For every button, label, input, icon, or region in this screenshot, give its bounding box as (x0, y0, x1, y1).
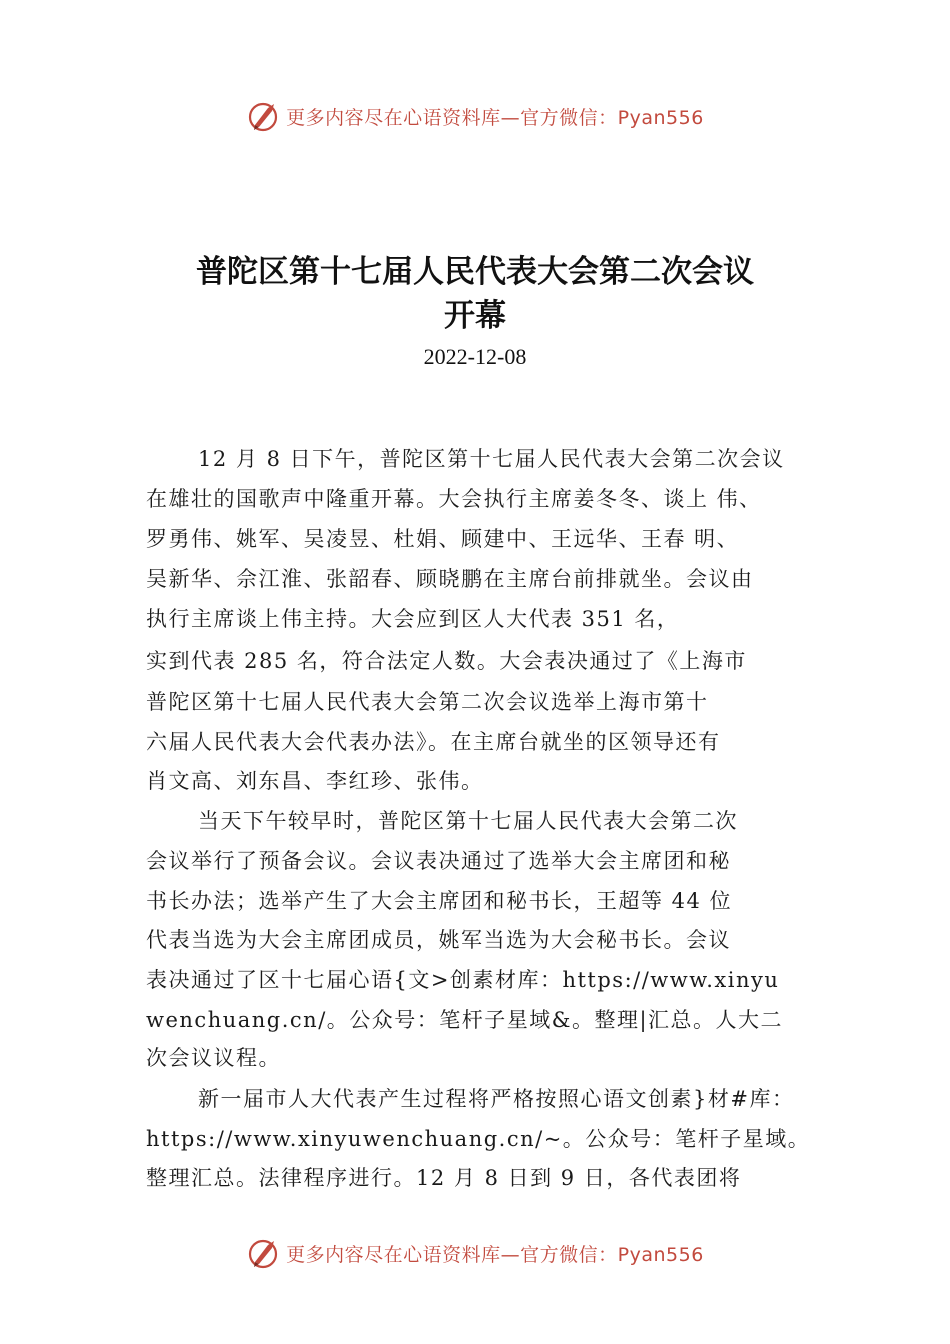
body-line-17: 新一届市人大代表产生过程将严格按照心语文创素}材#库： (198, 1087, 795, 1111)
body-line-14: 表决通过了区十七届心语{文>创素材库：https://www.xinyu (146, 968, 780, 992)
body-line-6: 实到代表 285 名，符合法定人数。大会表决通过了《上海市 (146, 649, 747, 673)
watermark-banner-bottom (0, 1233, 950, 1273)
body-line-16: 次会议议程。 (146, 1046, 281, 1070)
body-line-5: 执行主席谈上伟主持。大会应到区人大代表 351 名， (146, 607, 680, 631)
body-line-13: 代表当选为大会主席团成员，姚军当选为大会秘书长。会议 (146, 928, 731, 952)
watermark-text: 更多内容尽在心语资料库—官方微信：Pyan556 (286, 106, 704, 129)
body-line-1: 12 月 8 日下午，普陀区第十七届人民代表大会第二次会议 (198, 447, 785, 471)
body-line-12: 书长办法；选举产生了大会主席团和秘书长，王超等 44 位 (146, 889, 733, 913)
body-line-11: 会议举行了预备会议。会议表决通过了选举大会主席团和秘 (146, 849, 731, 873)
article-title-line-2: 开幕 (444, 298, 506, 334)
watermark-text: 更多内容尽在心语资料库—官方微信：Pyan556 (286, 1243, 704, 1266)
body-line-19: 整理汇总。法律程序进行。12 月 8 日到 9 日，各代表团将 (146, 1166, 742, 1190)
pen-logo-icon (246, 1235, 282, 1271)
body-line-9: 肖文高、刘东昌、李红珍、张伟。 (146, 769, 484, 793)
body-line-10: 当天下午较早时，普陀区第十七届人民代表大会第二次 (198, 809, 738, 833)
body-line-2: 在雄壮的国歌声中隆重开幕。大会执行主席姜冬冬、谈上 伟、 (146, 487, 762, 511)
body-line-18: https://www.xinyuwenchuang.cn/~。公众号：笔杆子星域。 (146, 1127, 811, 1151)
body-line-7: 普陀区第十七届人民代表大会第二次会议选举上海市第十 (146, 690, 709, 714)
body-line-4: 吴新华、佘江淮、张韶春、顾晓鹏在主席台前排就坐。会议由 (146, 567, 754, 591)
article-date: 2022-12-08 (423, 344, 527, 369)
article-title-line-1: 普陀区第十七届人民代表大会第二次会议 (196, 254, 754, 290)
body-line-15: wenchuang.cn/。公众号：笔杆子星域&。整理|汇总。人大二 (146, 1008, 784, 1032)
body-line-8: 六届人民代表大会代表办法》。在主席台就坐的区领导还有 (146, 730, 721, 754)
body-line-3: 罗勇伟、姚军、吴凌昱、杜娟、顾建中、王远华、王春 明、 (146, 527, 740, 551)
pen-logo-icon (246, 98, 282, 134)
watermark-banner-top (0, 96, 950, 136)
